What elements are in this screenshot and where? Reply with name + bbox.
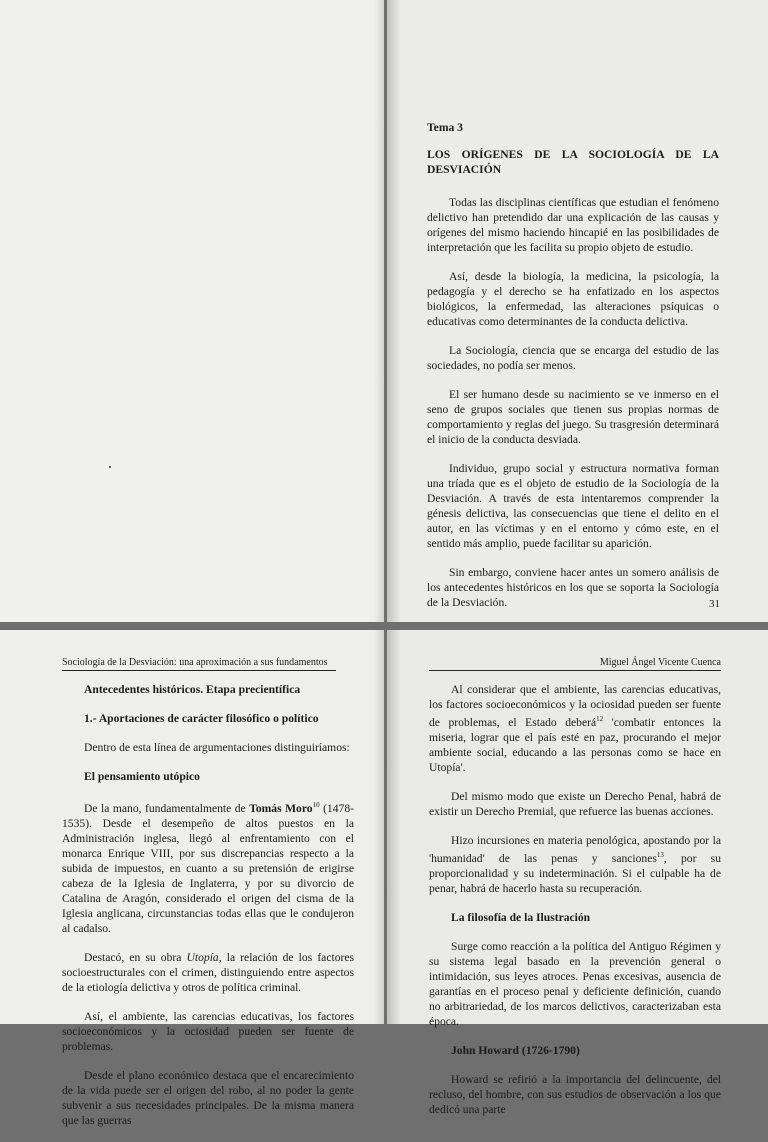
running-head: Miguel Ángel Vicente Cuenca [429,657,721,671]
gutter-shadow [374,630,384,1024]
paragraph [429,833,721,896]
paragraph: Desde el plano económico destaca que el encarecimiento de la vida puede ser el origen del robo, al no poder la gente subvenir a sus necesidades principales. De la misma manera que las guerras [62,1068,354,1127]
paragraph: Del mismo modo que existe un Derecho Penal, habrá de existir un Derecho Premial, que refuerce las buenas acciones. [429,789,721,818]
subsection-heading: El pensamiento utópico [84,770,200,783]
paragraph [62,950,354,995]
paper-speck [109,466,111,468]
subsection-heading: 1.- Aportaciones de carácter filosófico o político [84,712,319,725]
paragraph: El ser humano desde su nacimiento se ve inmerso en el seno de grupos sociales que tienen sus propias normas de comportamiento y reglas del juego. Su trasgresión determinará el inicio de la conducta desviada. [427,388,719,446]
chapter-number: Tema 3 [427,121,463,134]
subsection-heading: La filosofía de la Ilustración [451,910,591,924]
paragraph: Surge como reacción a la política del Antiguo Régimen y su sistema legal basado en la prevención general o intimidación, sus leyes atroces. Penas excesivas, ausencia de garantías en el proceso penal y deficiente definición, cuando no arbitrariedad, de los marcos delictivos, caracterizaban esta época. [429,939,721,1028]
paragraph [429,682,721,775]
footnote-ref: 10 [312,801,320,809]
section-content [62,682,354,1142]
running-head: Sociología de la Desviación: una aproximación a sus fundamentos [62,657,336,671]
paragraph: La Sociología, ciencia que se encarga del estudio de las sociedades, no podía ser menos. [427,344,719,372]
section-content [429,682,721,1131]
text-run: 'combatir entonces la miseria, lograr que el país esté en paz, procurando el mejor ambiente social, educando a las personas como se hace en Utopía'. [429,715,722,774]
paragraph: Así, desde la biología, la medicina, la psicología, la pedagogía y el derecho se ha enfatizado en los aspectos biológicos, la enfermedad, las alteraciones psíquicas o educativas como determinantes de la conducta delictiva. [427,270,719,328]
footnote-ref: 13 [656,850,664,859]
gutter-shadow [387,0,401,622]
text-run: Al considerar que el ambiente, las carencias educativas, los factores socioeconómicos y la ociosidad pueden ser fuente de problemas, el Estado deberá [429,683,721,729]
paragraph [62,798,354,936]
page-number: 31 [709,598,720,610]
paragraph: Todas las disciplinas científicas que estudian el fenómeno delictivo han pretendido dar una explicación de las causas y orígenes del mismo haciendo hincapié en las posibilidades de interpretación que les facilita su propio objeto de estudio. [427,196,719,254]
person-name: Tomás Moro [249,801,313,815]
paragraph: Howard se refirió a la importancia del delincuente, del recluso, del hombre, con sus estudios de observación a los que dedicó una parte [429,1072,721,1116]
page-bottom-right [387,630,768,1116]
gutter-shadow [374,0,384,622]
text-run: (1478-1535). Desde el desempeño de altos puestos en la Administración inglesa, llegó al enfrentamiento con el monarca Enrique VIII, por sus discrepancias respecto a la subida de impuestos, en cuanto a su pretensión de erigirse cabeza de la Iglesia de Inglaterra, y por su divorcio de Catalina de Aragón, considerado el origen del cisma de la Iglesia anglicana, circunstancias todas ellas que le condujeron al cadalso. [62,801,354,935]
page-bottom-left [0,630,384,1127]
paragraph: Así, el ambiente, las carencias educativas, los factores socioeconómicos y la ociosidad pueden ser fuente de problemas. [62,1009,354,1053]
blank-page-top-left [0,0,384,622]
text-run: De la mano, fundamentalmente de [84,801,250,815]
text-run: , por su proporcionalidad y su indeterminación. Si el culpable ha de penar, habrá de hacerlo hasta su recuperación. [429,851,721,895]
text-run: Hizo incursiones en materia penológica, apostando por la 'humanidad' de las penas y sanciones [429,833,721,865]
text-run: Destacó, en su obra [84,950,187,964]
book-title: Utopía, [186,950,222,964]
gutter-shadow [387,630,401,1024]
text-run: la relación de los factores socioestructurales con el crimen, distinguiendo entre aspectos de la etiología delictiva y otros de política criminal. [62,950,355,994]
section-heading: Antecedentes históricos. Etapa precientífica [84,683,301,696]
paragraph: Dentro de esta línea de argumentaciones distinguiríamos: [84,741,350,754]
paragraph: Individuo, grupo social y estructura normativa forman una tríada que es el objeto de estudio de la Sociología de la Desviación. A través de esta intentaremos comprender la génesis delictiva, las consecuencias que tiene el delito en el autor, en las víctimas y en el entorno y cómo este, en el sentido más amplio, puede facilitar su aparición. [427,462,719,550]
subsection-heading: John Howard (1726-1790) [451,1043,580,1057]
chapter-title: LOS ORÍGENES DE LA SOCIOLOGÍA DE LA DESVIACIÓN [427,148,719,176]
footnote-ref: 12 [596,715,604,723]
page-top-right [387,0,768,622]
paragraph: Sin embargo, conviene hacer antes un somero análisis de los antecedentes históricos en los que se soporta la Sociología de la Desviación. [427,566,719,609]
chapter-content [427,120,719,624]
